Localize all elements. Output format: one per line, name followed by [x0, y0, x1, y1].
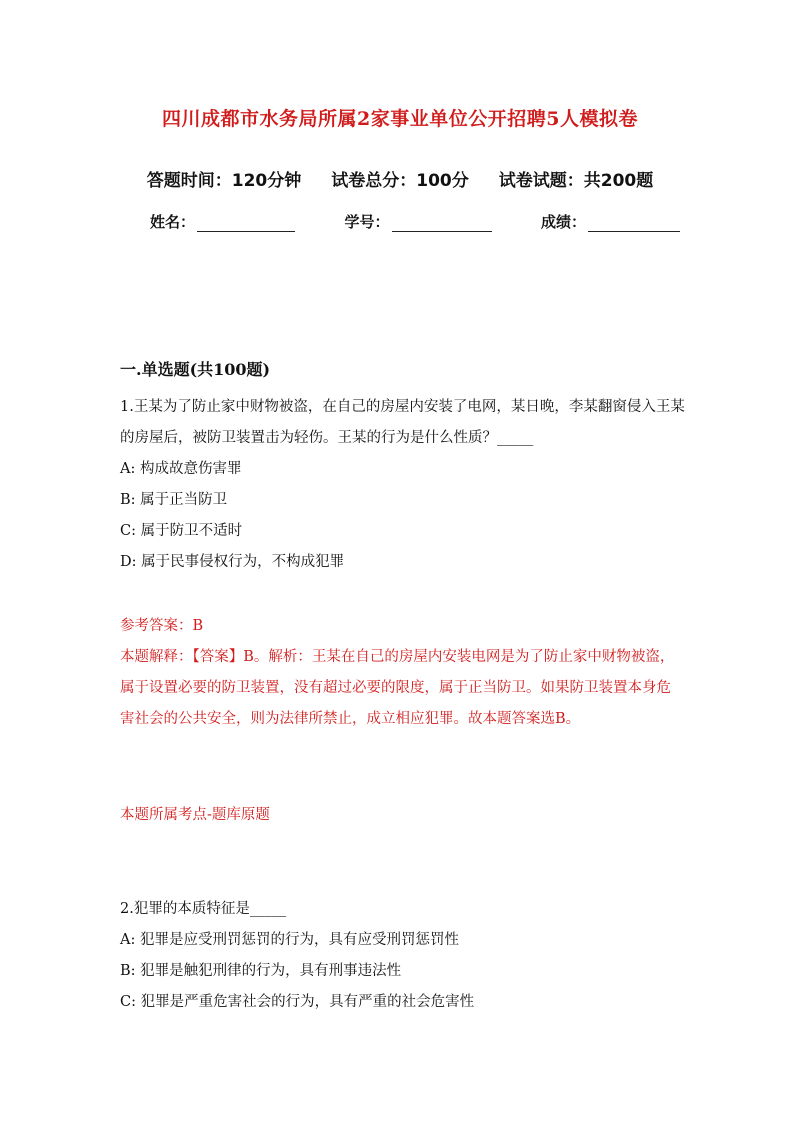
question-1-knowledge-point: 本题所属考点-题库原题 — [120, 807, 270, 823]
total-score: 试卷总分：100分 — [331, 171, 469, 191]
id-field — [344, 211, 491, 232]
question-1-option-c: C: 属于防卫不适时 — [120, 523, 243, 539]
exam-meta-row — [0, 166, 800, 191]
score-field — [541, 211, 680, 232]
question-1-stem: 1.王某为了防止家中财物被盗，在自己的房屋内安装了电网，某日晚，李某翻窗侵入王某的房屋后，被防卫装置击为轻伤。王某的行为是什么性质？_____ — [120, 399, 685, 446]
name-field — [150, 211, 295, 232]
document-title: 四川成都市水务局所属2家事业单位公开招聘5人模拟卷 — [162, 108, 638, 130]
name-blank-line — [197, 215, 295, 232]
question-2-option-c: C: 犯罪是严重危害社会的行为，具有严重的社会危害性 — [120, 994, 475, 1010]
question-1-answer-block — [120, 611, 685, 735]
question-2-option-a: A: 犯罪是应受刑罚惩罚的行为，具有应受刑罚惩罚性 — [120, 932, 459, 948]
question-count: 试卷试题：共200题 — [498, 171, 654, 191]
name-label: 姓名： — [150, 213, 196, 231]
question-1-option-d: D: 属于民事侵权行为，不构成犯罪 — [120, 554, 345, 570]
question-1 — [120, 392, 685, 578]
score-label: 成绩： — [540, 213, 586, 231]
student-info-row — [150, 211, 680, 232]
question-1-option-b: B: 属于正当防卫 — [120, 492, 228, 508]
question-1-answer: 参考答案：B — [120, 618, 204, 634]
question-1-explanation: 本题解释：【答案】B。解析：王某在自己的房屋内安装电网是为了防止家中财物被盗，属于设置必要的防卫装置，没有超过必要的限度，属于正当防卫。如果防卫装置本身危害社会的公共安全，则为法律所禁止，成立相应犯罪。故本题答案选B。 — [120, 649, 675, 727]
question-2-stem: 2.犯罪的本质特征是_____ — [120, 901, 287, 917]
section-title: 一.单选题(共100题) — [120, 360, 271, 379]
exam-time: 答题时间：120分钟 — [146, 171, 302, 191]
question-2 — [120, 894, 685, 1018]
question-1-option-a: A: 构成故意伤害罪 — [120, 461, 242, 477]
score-blank-line — [588, 215, 680, 232]
id-label: 学号： — [344, 213, 390, 231]
id-blank-line — [392, 215, 492, 232]
question-2-option-b: B: 犯罪是触犯刑律的行为，具有刑事违法性 — [120, 963, 402, 979]
